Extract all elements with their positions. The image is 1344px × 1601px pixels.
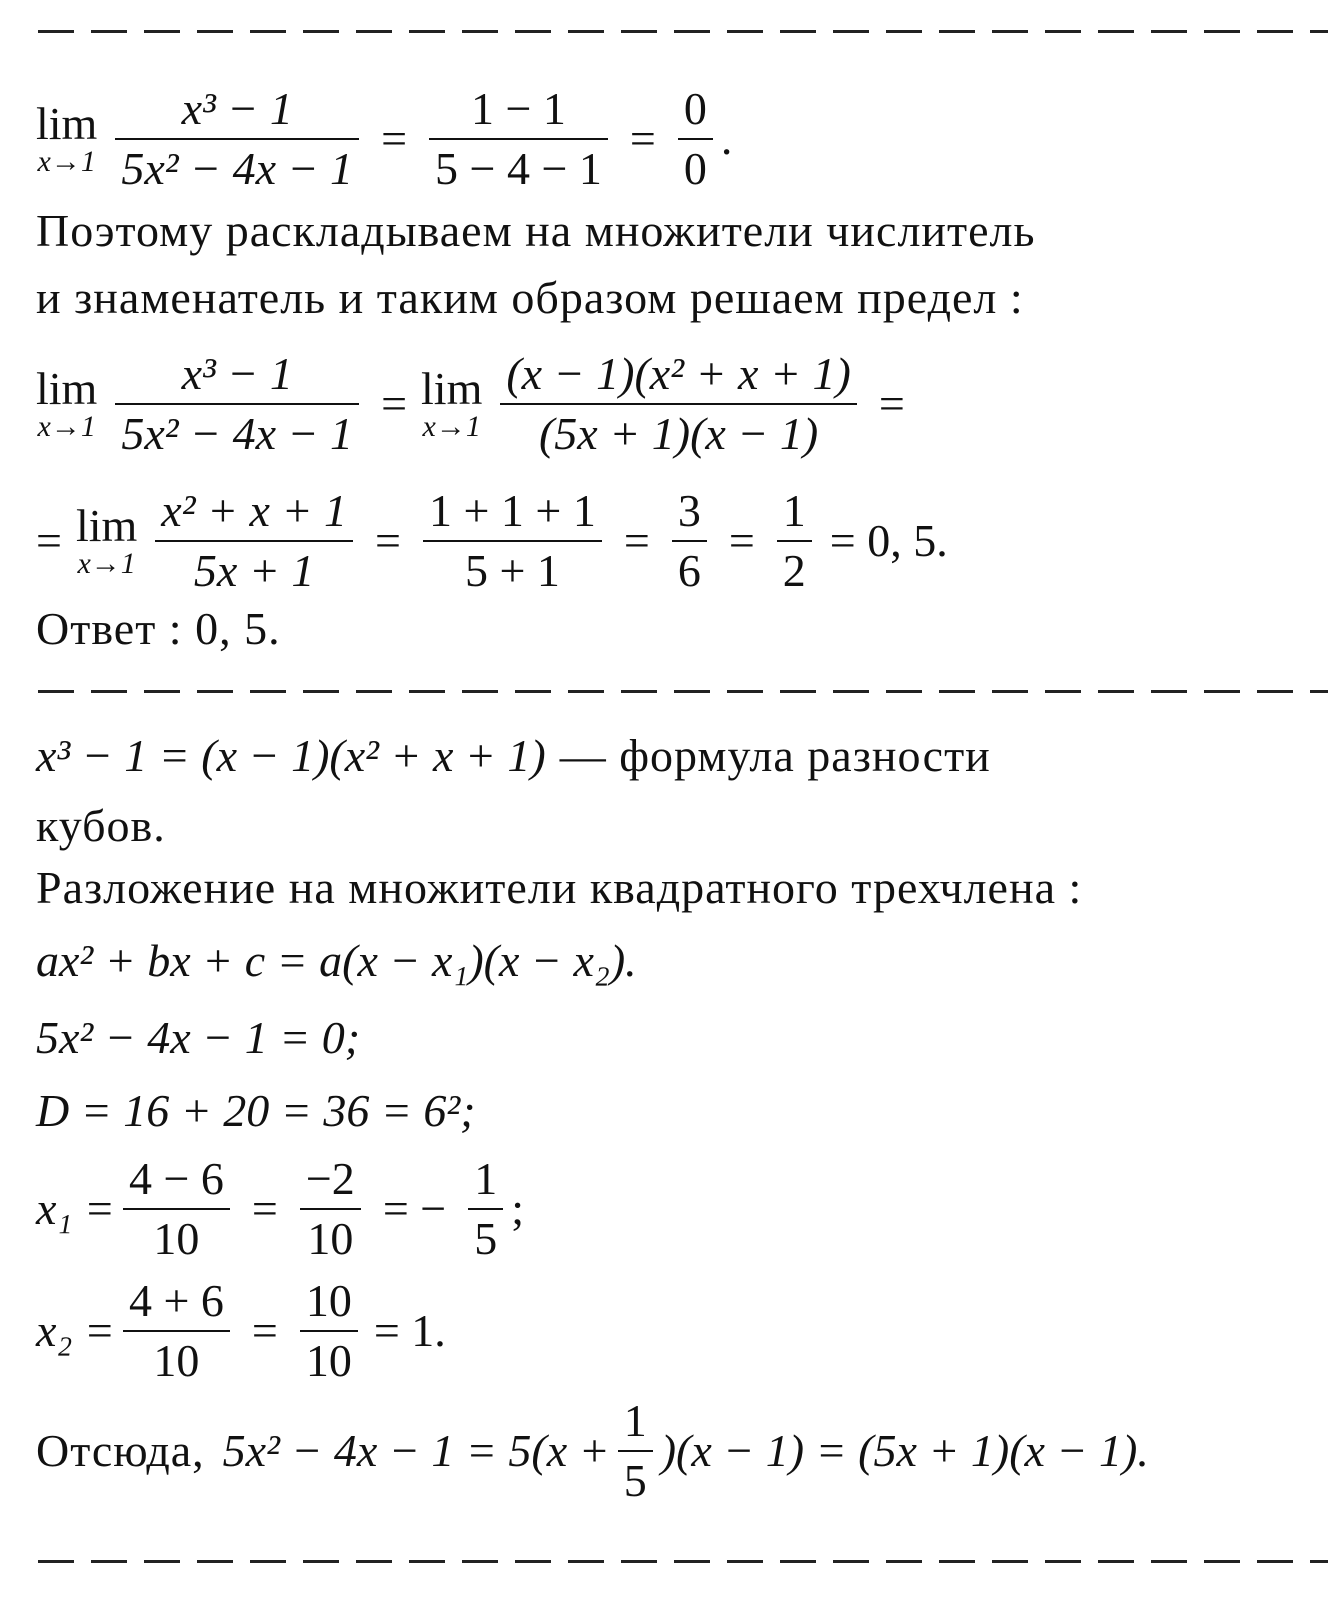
limit-factored-line: lim x→1 $\frac{\text{x³ − 1}}{\text{5x² − 4x − 1}}$ = lim x→1 $\frac{\text{(x − 1)(x² + x + 1)}}{(5x + 1)(x - 1)}$ = [36, 348, 905, 459]
quadratic-equation-line: 5x² − 4x − 1 = 0; [36, 1012, 361, 1063]
root-x1-line: x₁ = $\frac{4 - 6}{10}$ = $\frac{-2}{10}$ = − $\frac{1}{5}$ ; [36, 1153, 524, 1264]
cube-formula-line: x³ − 1 = (x − 1)(x² + x + 1) — формула разности [36, 730, 991, 781]
fraction-original: $\frac{\text{x³ − 1}}{\text{5x² − 4x − 1}}$ [115, 80, 359, 198]
dashed-separator-top [38, 30, 1328, 33]
dashed-separator-middle [38, 690, 1328, 693]
root-x2-line: x₂ = $\frac{4 + 6}{10}$ = $\frac{10}{10}$ = 1. [36, 1275, 446, 1386]
lim-operator: lim x→1 [36, 363, 98, 443]
text-line: Поэтому раскладываем на множители числитель [36, 205, 1036, 256]
fraction-zero-over-zero: $\frac{0}{0}$ [678, 80, 713, 198]
answer-line: Ответ : 0, 5. [36, 603, 281, 654]
discriminant-line: D = 16 + 20 = 36 = 6²; [36, 1085, 476, 1136]
final-factorization-line: Отсюда, 5x² − 4x − 1 = 5(x + $\frac{1}{5}$ )(x − 1) = (5x + 1)(x − 1). [36, 1395, 1149, 1506]
text-line: кубов. [36, 800, 166, 851]
text-line: и знаменатель и таким образом решаем предел : [36, 272, 1024, 323]
lim-operator: lim x→1 [75, 500, 138, 580]
quadratic-general-line: ax² + bx + c = a(x − x₁)(x − x₂). [36, 935, 637, 986]
limit-result-line: = lim x→1 $\frac{\text{x² + x + 1}}{5x + 1}$ = $\frac{1 + 1 + 1}{5 + 1}$ = $\frac{3}{6}$ = $\frac{1}{2}$ = 0, 5. [36, 485, 948, 596]
dashed-separator-bottom [38, 1560, 1328, 1563]
lim-operator: lim x→1 [421, 363, 483, 443]
fraction-substituted: $\frac{1 - 1}{5 - 4 - 1}$ [429, 80, 608, 198]
lim-operator: lim x→1 [36, 98, 98, 178]
limit-eval-line: lim x→1 $\frac{\text{x³ − 1}}{\text{5x² − 4x − 1}}$ = $\frac{1 - 1}{5 - 4 - 1}$ = $\frac{0}{0}$ . [36, 80, 732, 198]
text-line: Разложение на множители квадратного трехчлена : [36, 862, 1083, 913]
